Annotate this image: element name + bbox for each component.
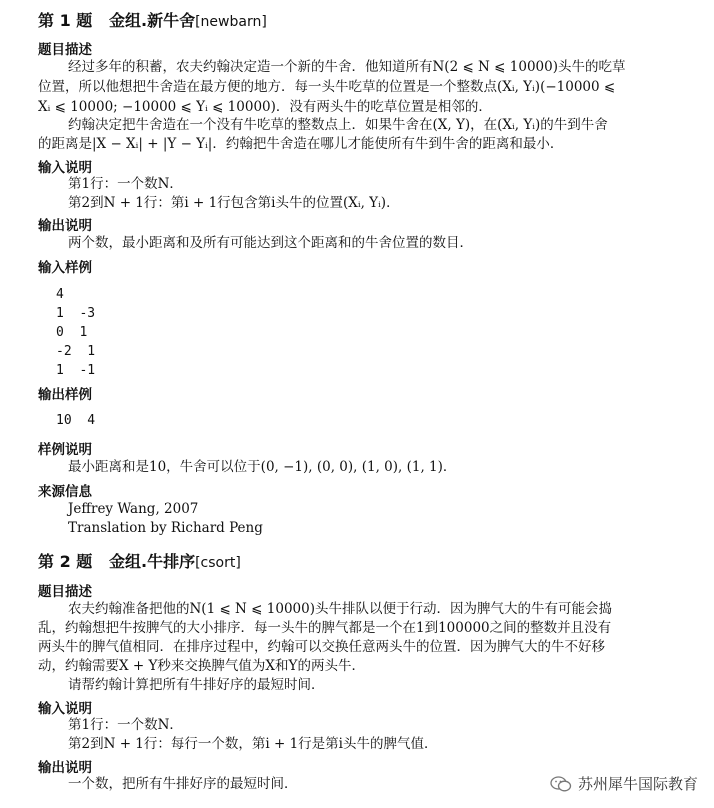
problem-1-desc-line: 位置，所以他想把牛舍造在最方便的地方．每一头牛吃草的位置是一个整数点(Xᵢ, Yᵢ)(−10000 ⩽ bbox=[38, 79, 616, 95]
problem-2-input-line: 第2到N + 1行：每行一个数，第i + 1行是第i头牛的脾气值． bbox=[68, 736, 438, 752]
sample-input-line: 4 bbox=[56, 287, 64, 302]
problem-2-desc-line: 动，约翰需要X + Y秒来交换脾气值为X和Y的两头牛． bbox=[38, 658, 365, 674]
problem-1-output-heading: 输出说明 bbox=[38, 218, 92, 234]
problem-2-tag: [csort] bbox=[195, 555, 241, 571]
problem-2-desc-line: 农夫约翰准备把他的N(1 ⩽ N ⩽ 10000)头牛排队以便于行动．因为脾气大的牛有可能会捣 bbox=[68, 601, 612, 617]
problem-1-desc-line: 经过多年的积蓄，农夫约翰决定造一个新的牛舍．他知道所有N(2 ⩽ N ⩽ 10000)头牛的吃草 bbox=[68, 59, 626, 75]
problem-1-sample-output-heading: 输出样例 bbox=[38, 387, 92, 403]
problem-2-desc-line: 请帮约翰计算把所有牛排好序的最短时间． bbox=[68, 677, 325, 693]
problem-1-explain-line: 最小距离和是10，牛舍可以位于(0, −1), (0, 0), (1, 0), (1, 1)． bbox=[68, 459, 457, 475]
problem-2-title bbox=[38, 549, 241, 572]
problem-2-input-heading: 输入说明 bbox=[38, 701, 92, 717]
problem-2-description-heading: 题目描述 bbox=[38, 584, 92, 600]
problem-1-description-heading: 题目描述 bbox=[38, 42, 92, 58]
problem-1-source-line: Translation by Richard Peng bbox=[68, 520, 263, 536]
problem-2-name: 金组.牛排序 bbox=[109, 552, 196, 571]
problem-1-desc-line: 约翰决定把牛舍造在一个没有牛吃草的整数点上．如果牛舍在(X, Y)，在(Xᵢ, Yᵢ)的牛到牛舍 bbox=[68, 117, 608, 133]
problem-1-explain-heading: 样例说明 bbox=[38, 442, 92, 458]
problem-1-desc-line: Xᵢ ⩽ 10000; −10000 ⩽ Yᵢ ⩽ 10000)．没有两头牛的吃草位置是相邻的． bbox=[38, 99, 492, 115]
watermark-text: 苏州犀牛国际教育 bbox=[577, 775, 698, 793]
problem-1-number: 第 1 题 bbox=[38, 11, 93, 30]
sample-input-line: 1 -1 bbox=[56, 363, 96, 378]
problem-1-source-line: Jeffrey Wang, 2007 bbox=[68, 501, 199, 517]
problem-1-input-heading: 输入说明 bbox=[38, 160, 92, 176]
problem-1-tag: [newbarn] bbox=[195, 14, 267, 30]
sample-input-line: 0 1 bbox=[56, 325, 88, 340]
problem-1-title bbox=[38, 8, 267, 31]
problem-2-output-heading: 输出说明 bbox=[38, 760, 92, 776]
problem-2-desc-line: 两头牛的脾气值相同．在排序过程中，约翰可以交换任意两头牛的位置．因为脾气大的牛不好移 bbox=[38, 639, 605, 655]
sample-input-line: 1 -3 bbox=[56, 306, 96, 321]
problem-2-number: 第 2 题 bbox=[38, 552, 93, 571]
problem-1-input-line: 第1行：一个数N． bbox=[68, 176, 183, 192]
problem-2-input-line: 第1行：一个数N． bbox=[68, 717, 183, 733]
problem-1-output-line: 两个数，最小距离和及所有可能达到这个距离和的牛舍位置的数目． bbox=[68, 235, 473, 251]
problem-1-sample-input-heading: 输入样例 bbox=[38, 260, 92, 276]
wechat-icon bbox=[550, 776, 572, 792]
problem-2-desc-line: 乱，约翰想把牛按脾气的大小排序．每一头牛的脾气都是一个在1到100000之间的整数并且没有 bbox=[38, 620, 612, 636]
problem-1-source-heading: 来源信息 bbox=[38, 484, 92, 500]
problem-2-output-line: 一个数，把所有牛排好序的最短时间． bbox=[68, 776, 298, 792]
problem-1-input-line: 第2到N + 1行：第i + 1行包含第i头牛的位置(Xᵢ, Yᵢ)． bbox=[68, 195, 400, 211]
sample-output-line: 10 4 bbox=[56, 413, 96, 428]
sample-input-line: -2 1 bbox=[56, 344, 96, 359]
watermark bbox=[550, 773, 698, 794]
problem-1-desc-line: 的距离是|X − Xᵢ| + |Y − Yᵢ|．约翰把牛舍造在哪儿才能使所有牛到牛舍的距离和最小． bbox=[38, 136, 564, 152]
problem-1-name: 金组.新牛舍 bbox=[109, 11, 196, 30]
